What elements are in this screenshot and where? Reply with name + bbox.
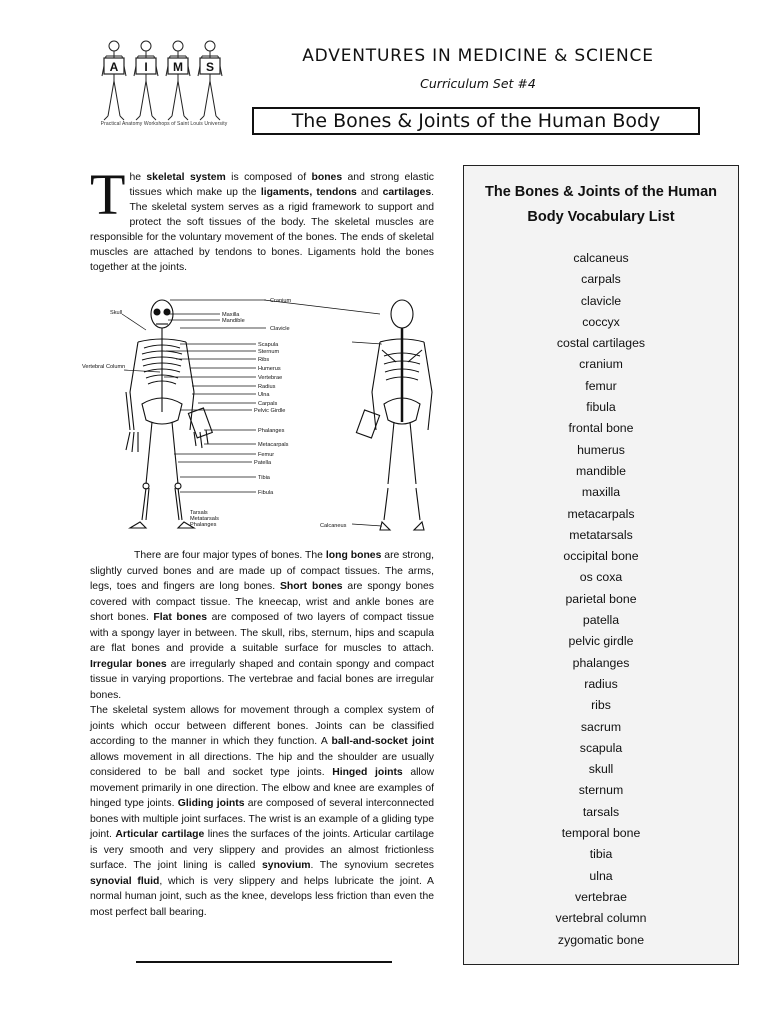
vocabulary-title: The Bones & Joints of the Human Body Vocabulary List	[484, 184, 717, 225]
label-scapula: Scapula	[258, 342, 279, 348]
term-short-bones: Short bones	[279, 581, 343, 592]
logo-figure-1	[102, 41, 126, 120]
skeleton-front	[126, 300, 212, 528]
vocab-item: mandible	[576, 463, 626, 478]
label-metatarsals: Metatarsals	[190, 516, 219, 522]
logo-letter-a: A	[109, 60, 119, 74]
term-skeletal-system: skeletal system	[146, 172, 226, 183]
logo-figure-4	[198, 41, 222, 120]
skeleton-back	[356, 300, 432, 530]
paragraph-bone-types: There are four major types of bones. The long bones are strong, slightly curved bones and are made up of compact tissues. The arms, legs, toes and fingers are long bones. Short bones are spongy bones covered with compact tissue. The kneecap, wrist and ankle bones are short bones. Flat bones are composed of two layers of compact tissue with a spongy layer in between. The skull, ribs, sternum, hips and scapula are flat bones and provide a suitable surface for muscles to attach. Irregular bones are irregularly shaped and contain spongy and compact tissue in varying proportions. The vertebrae and facial bones are irregular bones.	[90, 550, 434, 701]
label-mandible: Mandible	[222, 318, 245, 324]
logo-figure-2	[134, 41, 158, 120]
footer-rule	[136, 961, 392, 963]
label-tarsals: Tarsals	[190, 510, 208, 516]
term-bones: bones	[311, 172, 343, 183]
term-flat-bones: Flat bones	[153, 612, 208, 623]
vocab-item: zygomatic bone	[557, 932, 645, 947]
vocab-item: vertebral column	[555, 911, 647, 926]
vocab-item: sacrum	[580, 719, 622, 734]
vocab-item: scapula	[579, 740, 623, 755]
vocabulary-box	[463, 165, 739, 965]
label-ribs: Ribs	[258, 357, 270, 363]
label-phalanges-foot: Phalanges	[190, 522, 217, 528]
vocabulary-list	[464, 248, 738, 951]
vocab-item: calcaneus	[573, 251, 629, 265]
vocab-item: costal cartilages	[556, 336, 646, 351]
vocab-item: coccyx	[582, 314, 620, 329]
vocab-item: metatarsals	[569, 527, 633, 542]
vocab-item: metacarpals	[567, 506, 635, 521]
skeleton-diagram	[80, 292, 450, 534]
label-maxilla: Maxilla	[222, 312, 240, 318]
label-metacarpals: Metacarpals	[258, 442, 289, 448]
term-long-bones: long bones	[325, 550, 382, 561]
page-title: ADVENTURES IN MEDICINE & SCIENCE	[302, 46, 654, 66]
drop-cap: T	[90, 162, 126, 227]
term-irregular-bones: Irregular bones	[90, 658, 167, 670]
paragraph-joints: The skeletal system allows for movement through a complex system of joints which occur between different bones. Joints can be classified according to the manner in which they function. A ball-and-socket joint allows movement in all directions. The hip and the shoulder are usually considered to be ball and socket type joints. Hinged joints allow movement primarily in one direction. The elbow and knee are examples of hinged type joints. Gliding joints are composed of several interconnected bones with multiple joint surfaces. The wrist is an example of a gliding type joint. Articular cartilage lines the surfaces of the joints. Articular cartilage is very smooth and very slippery and provides an almost frictionless surface. The joint lining is called synovium. The synovium secretes synovial fluid, which is very slippery and helps lubricate the joint. A normal human joint, such as the knee, develops less friction than even the most perfect ball bearing.	[90, 705, 435, 918]
label-pelvic-girdle: Pelvic Girdle	[254, 408, 286, 414]
vocab-item: femur	[585, 378, 617, 393]
term-cartilages: cartilages	[382, 187, 432, 198]
logo-letter-s: S	[205, 60, 215, 74]
vocab-item: vertebrae	[575, 889, 627, 904]
vocab-item: occipital bone	[563, 549, 639, 564]
vocab-item: phalanges	[572, 655, 630, 670]
label-femur: Femur	[258, 452, 275, 458]
label-ulna: Ulna	[258, 392, 270, 398]
vocab-item: cranium	[579, 357, 623, 372]
logo-figure-3	[166, 41, 190, 120]
term-synovium: synovium	[262, 860, 311, 871]
vocab-item: patella	[582, 613, 620, 628]
label-carpals: Carpals	[258, 401, 278, 407]
label-vertebrae: Vertebrae	[258, 375, 283, 381]
vocab-item: fibula	[586, 400, 616, 415]
boxed-title: The Bones & Joints of the Human Body	[252, 107, 700, 135]
label-skull: Skull	[110, 310, 123, 316]
vocab-item: sternum	[578, 783, 624, 798]
label-patella: Patella	[254, 460, 272, 466]
vocab-item: carpals	[581, 272, 621, 287]
curriculum-subtitle: Curriculum Set #4	[420, 76, 536, 91]
vocab-item: ulna	[589, 868, 613, 883]
term-articular-cartilage: Articular cartilage	[115, 829, 205, 840]
vocab-item: pelvic girdle	[568, 634, 634, 649]
aims-logo	[96, 36, 232, 132]
vocab-item: clavicle	[580, 293, 622, 308]
vocab-item: radius	[584, 676, 618, 691]
logo-letter-m: M	[173, 60, 183, 74]
label-fibula: Fibula	[258, 490, 274, 496]
vocab-item: tibia	[589, 847, 613, 862]
term-gliding-joints: Gliding joints	[177, 798, 245, 809]
logo-caption: Practical Anatomy Workshops of Saint Louis University	[100, 121, 228, 127]
label-cranium: Cranium	[270, 298, 292, 304]
term-hinged-joints: Hinged joints	[332, 767, 403, 778]
term-ball-socket-joint: ball-and-socket joint	[331, 736, 435, 747]
label-radius: Radius	[258, 384, 276, 390]
vocab-item: ribs	[591, 698, 611, 713]
label-phalanges: Phalanges	[258, 428, 285, 434]
intro-paragraph: The skeletal system is composed of bones and strong elastic tissues which make up the ligaments, tendons and cartilages. The skeletal system serves as a rigid framework to support and protect the soft tissues of the body. The skeletal muscles are responsible for the voluntary movement of the bones. The ends of skeletal muscles are attached by tendons to bones. Ligaments hold the bones together at the joints.	[90, 162, 435, 273]
body-text	[90, 548, 434, 920]
vocab-item: frontal bone	[568, 421, 634, 436]
label-calcaneus: Calcaneus	[320, 523, 347, 529]
label-humerus: Humerus	[258, 366, 281, 372]
vocab-item: parietal bone	[565, 591, 637, 606]
vocab-item: tarsals	[582, 804, 620, 819]
term-synovial-fluid: synovial fluid	[90, 875, 160, 887]
vocab-item: temporal bone	[561, 826, 641, 841]
vocab-item: os coxa	[579, 570, 623, 585]
term-ligaments-tendons: ligaments, tendons	[260, 187, 357, 198]
label-sternum: Sternum	[258, 349, 280, 355]
vocab-item: humerus	[577, 442, 625, 457]
label-clavicle: Clavicle	[270, 326, 290, 332]
vocab-item: maxilla	[581, 485, 621, 500]
vocab-item: skull	[588, 762, 614, 777]
label-tibia: Tibia	[258, 475, 270, 481]
logo-letter-i: I	[144, 60, 148, 74]
label-vertebral-column: Vertebral Column	[82, 364, 126, 370]
